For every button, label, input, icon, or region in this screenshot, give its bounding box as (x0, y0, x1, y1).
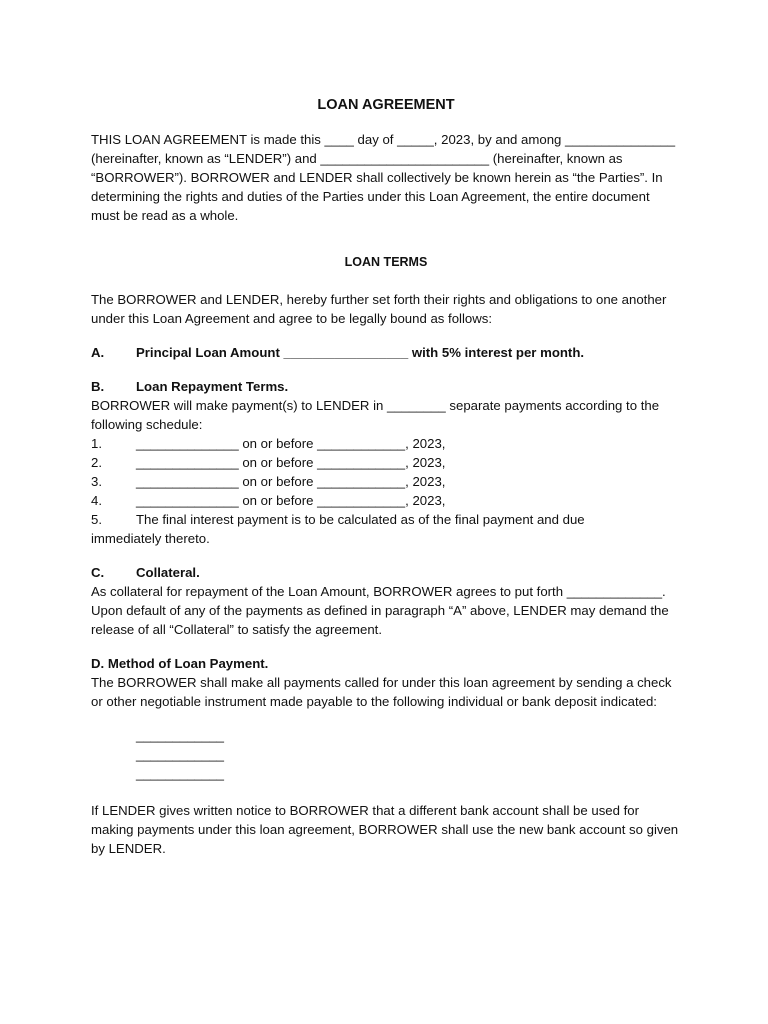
section-c-number: C. (91, 565, 105, 580)
schedule-text: ______________ on or before ____________, 2023, (136, 436, 446, 451)
section-d-heading: D. Method of Loan Payment. (91, 656, 269, 671)
document-body (91, 96, 681, 858)
schedule-text: ______________ on or before ____________, 2023, (136, 455, 446, 470)
section-a-text: Principal Loan Amount _________________ with 5% interest per month. (136, 345, 585, 360)
section-d-text: The BORROWER shall make all payments called for under this loan agreement by sending a check or other negotiable instrument made payable to the following individual or bank deposit indicated: (91, 675, 672, 709)
closing-paragraph: If LENDER gives written notice to BORROWER that a different bank account shall be used for making payments under this loan agreement, BORROWER shall use the new bank account so given by LENDER. (91, 803, 679, 856)
section-a-number: A. (91, 345, 105, 360)
section-c-heading: Collateral. (136, 565, 200, 580)
payment-schedule (91, 434, 681, 548)
loan-terms-heading: LOAN TERMS (344, 255, 428, 269)
schedule-final-text: The final interest payment is to be calculated as of the final payment and due (136, 512, 585, 527)
loan-terms-intro: The BORROWER and LENDER, hereby further set forth their rights and obligations to one another under this Loan Agreement and agree to be legally bound as follows: (91, 292, 667, 326)
schedule-row-final (91, 510, 681, 529)
section-c-text: As collateral for repayment of the Loan Amount, BORROWER agrees to put forth _____________. Upon default of any of the payments as defined in paragraph “A” above, LENDER may demand the release of all “Collateral” to satisfy the agreement. (91, 584, 669, 637)
section-b-number: B. (91, 379, 105, 394)
schedule-row (91, 434, 681, 453)
schedule-text: ______________ on or before ____________, 2023, (136, 493, 446, 508)
schedule-row (91, 491, 681, 510)
schedule-number: 5. (91, 512, 102, 527)
section-a (91, 343, 681, 362)
schedule-number: 3. (91, 474, 102, 489)
section-b-heading-row (91, 377, 681, 396)
schedule-row (91, 472, 681, 491)
schedule-text: ______________ on or before ____________, 2023, (136, 474, 446, 489)
intro-paragraph: THIS LOAN AGREEMENT is made this ____ day of _____, 2023, by and among _______________ (hereinafter, known as “LENDER”) and _______________________ (hereinafter, known as “BORROWER”). BORROWER and LENDER shall collectively be known herein as “the Parties”. In determining the rights and duties of the Parties under this Loan Agreement, the entire document must be read as a whole. (91, 132, 676, 223)
section-b-heading: Loan Repayment Terms. (136, 379, 289, 394)
schedule-number: 1. (91, 436, 102, 451)
schedule-number: 4. (91, 493, 102, 508)
account-lines (91, 726, 681, 783)
schedule-row (91, 453, 681, 472)
account-line: ____________ (136, 728, 225, 743)
schedule-number: 2. (91, 455, 102, 470)
document-title: LOAN AGREEMENT (317, 97, 455, 113)
schedule-final-text-continued: immediately thereto. (91, 531, 210, 546)
section-c-heading-row (91, 563, 681, 582)
account-line: ____________ (136, 766, 225, 781)
section-b-text: BORROWER will make payment(s) to LENDER in ________ separate payments according to the following schedule: (91, 398, 660, 432)
account-line: ____________ (136, 747, 225, 762)
